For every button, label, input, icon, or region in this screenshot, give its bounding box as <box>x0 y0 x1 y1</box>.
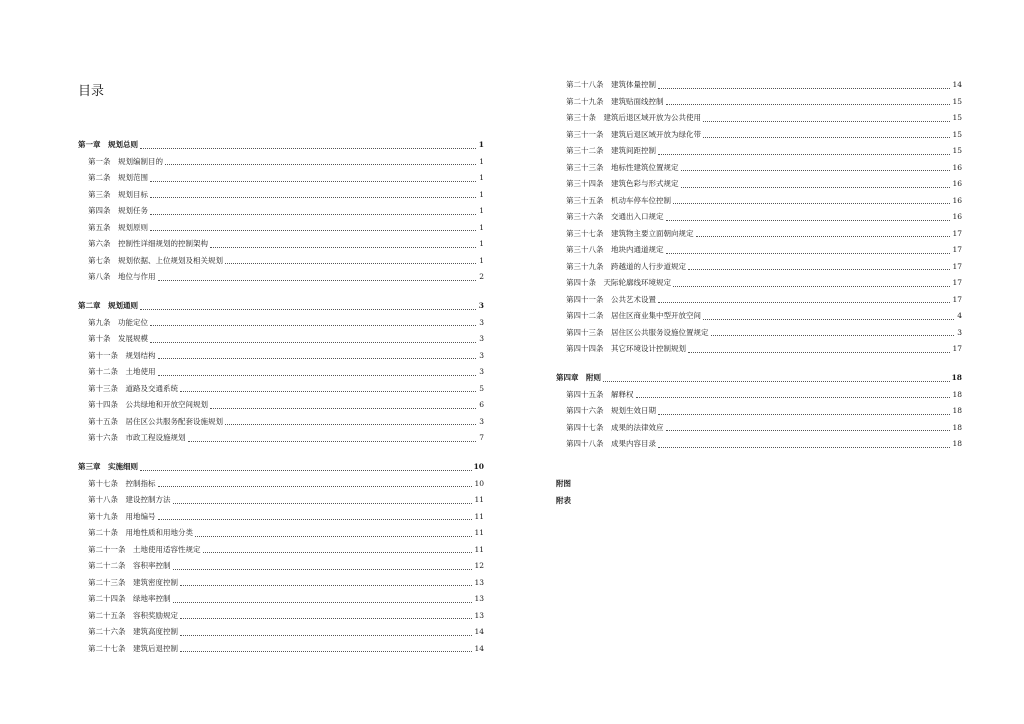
toc-entry-label: 第二十条 用地性质和用地分类 <box>88 528 193 537</box>
toc-entry-label: 第八条 地位与作用 <box>88 272 156 281</box>
toc-entry-label: 第四十四条 其它环境设计控制规划 <box>566 344 686 353</box>
toc-page-number: 17 <box>952 294 962 304</box>
toc-article-entry[interactable] <box>78 525 484 542</box>
toc-article-entry[interactable] <box>556 420 962 437</box>
section-gap <box>78 447 484 460</box>
dot-leader <box>225 424 476 425</box>
dot-leader <box>225 263 476 264</box>
toc-article-entry[interactable] <box>556 127 962 144</box>
dot-leader <box>140 470 472 471</box>
toc-article-entry[interactable] <box>556 436 962 453</box>
dot-leader <box>188 441 477 442</box>
dot-leader <box>673 286 950 287</box>
dot-leader <box>703 137 950 138</box>
section-gap <box>78 286 484 299</box>
toc-page-number: 14 <box>474 627 484 636</box>
toc-article-entry[interactable] <box>78 430 484 447</box>
toc-article-entry[interactable] <box>556 176 962 193</box>
toc-entry-label: 第三十三条 地标性建筑位置规定 <box>566 162 679 172</box>
toc-entry-label: 第七条 规划依据、上位规划及相关规划 <box>88 255 223 265</box>
toc-entry-label: 第三十一条 建筑后退区域开放为绿化带 <box>566 129 701 139</box>
toc-article-entry[interactable] <box>78 269 484 286</box>
toc-page-number: 18 <box>952 406 962 415</box>
toc-page-number: 10 <box>473 462 484 471</box>
toc-article-entry[interactable] <box>556 193 962 210</box>
dot-leader <box>711 335 955 336</box>
toc-entry-label: 第二十八条 建筑体量控制 <box>566 80 656 89</box>
toc-page-number: 17 <box>952 344 962 353</box>
toc-page-number: 10 <box>474 478 484 488</box>
toc-page-number: 17 <box>952 228 962 238</box>
dot-leader <box>673 203 950 204</box>
toc-page-number: 13 <box>474 610 484 620</box>
toc-entry-label: 第十九条 用地编号 <box>88 511 156 521</box>
dot-leader <box>173 602 473 603</box>
toc-page-number: 1 <box>479 156 484 166</box>
dot-leader <box>173 503 473 504</box>
dot-leader <box>140 309 476 310</box>
toc-article-entry[interactable] <box>78 154 484 171</box>
dot-leader <box>681 187 951 188</box>
dot-leader <box>658 88 950 89</box>
toc-page-number: 7 <box>479 433 484 442</box>
toc-page-number: 1 <box>478 140 484 149</box>
dot-leader <box>180 635 472 636</box>
dot-leader <box>203 552 473 553</box>
toc-article-entry[interactable] <box>78 542 484 559</box>
toc-article-entry[interactable] <box>556 341 962 358</box>
dot-leader <box>658 414 950 415</box>
toc-page-number: 18 <box>951 373 962 382</box>
dot-leader <box>658 302 950 303</box>
toc-page-number: 11 <box>474 511 484 521</box>
toc-page-number: 3 <box>479 334 484 343</box>
toc-article-entry[interactable] <box>556 209 962 226</box>
toc-entry-label: 第三十九条 跨越道的人行步道规定 <box>566 261 686 271</box>
toc-page-number: 15 <box>952 113 962 122</box>
toc-page-number: 14 <box>474 643 484 653</box>
toc-article-entry[interactable] <box>78 236 484 253</box>
toc-article-entry[interactable] <box>556 160 962 177</box>
toc-entry-label: 第十四条 公共绿地和开放空间规划 <box>88 400 208 409</box>
dot-leader <box>703 319 954 320</box>
toc-page-number: 17 <box>952 261 962 271</box>
toc-page-number: 18 <box>952 439 962 448</box>
dot-leader <box>150 325 476 326</box>
toc-page-number: 3 <box>479 367 484 376</box>
toc-chapter-entry[interactable] <box>78 298 484 315</box>
toc-article-entry[interactable] <box>556 325 962 342</box>
toc-entry-label: 第十条 发展规模 <box>88 334 148 343</box>
toc-entry-label: 第四十一条 公共艺术设置 <box>566 294 656 304</box>
dot-leader <box>140 148 476 149</box>
toc-right-column <box>556 77 962 453</box>
toc-article-entry[interactable] <box>78 575 484 592</box>
dot-leader <box>150 342 476 343</box>
toc-entry-label: 第三十七条 建筑物主要立面朝向规定 <box>566 228 694 238</box>
appendix-entry[interactable]: 附表 <box>556 495 571 505</box>
toc-entry-label: 第二条 规划范围 <box>88 173 148 182</box>
toc-article-entry[interactable] <box>78 558 484 575</box>
toc-entry-label: 第六条 控制性详细规划的控制架构 <box>88 239 208 248</box>
dot-leader <box>666 104 951 105</box>
toc-article-entry[interactable] <box>556 292 962 309</box>
toc-chapter-entry[interactable] <box>78 459 484 476</box>
toc-article-entry[interactable] <box>78 253 484 270</box>
appendix-entry[interactable]: 附图 <box>556 479 571 488</box>
toc-entry-label: 第十六条 市政工程设施规划 <box>88 433 186 442</box>
page-title: 目录 <box>78 84 105 99</box>
toc-page-number: 3 <box>479 317 484 327</box>
toc-page-number: 1 <box>479 173 484 182</box>
toc-article-entry[interactable] <box>78 509 484 526</box>
toc-entry-label: 第三十二条 建筑间距控制 <box>566 146 656 155</box>
dot-leader <box>703 121 950 122</box>
toc-article-entry[interactable] <box>78 315 484 332</box>
dot-leader <box>158 280 477 281</box>
dot-leader <box>681 170 951 171</box>
toc-entry-label: 第十五条 居住区公共服务配套设施规划 <box>88 416 223 426</box>
toc-page-number: 1 <box>479 239 484 248</box>
toc-entry-label: 第二十三条 建筑密度控制 <box>88 577 178 587</box>
dot-leader <box>195 536 472 537</box>
toc-entry-label: 第四条 规划任务 <box>88 206 148 215</box>
toc-article-entry[interactable] <box>78 591 484 608</box>
dot-leader <box>150 214 476 215</box>
toc-entry-label: 第三十六条 交通出入口规定 <box>566 212 664 221</box>
toc-entry-label: 第三十条 建筑后退区域开放为公共使用 <box>566 113 701 122</box>
dot-leader <box>603 381 950 382</box>
toc-entry-label: 第四十三条 居住区公共服务设施位置规定 <box>566 327 709 337</box>
toc-article-entry[interactable] <box>78 624 484 641</box>
toc-page-number: 3 <box>479 416 484 426</box>
toc-entry-label: 第二十二条 容积率控制 <box>88 561 171 570</box>
toc-article-entry[interactable] <box>78 414 484 431</box>
toc-left-column <box>78 137 484 657</box>
toc-page-number: 1 <box>479 255 484 265</box>
toc-entry-label: 第三章 实施细则 <box>78 462 138 471</box>
toc-page-number: 14 <box>952 80 962 89</box>
dot-leader <box>180 618 472 619</box>
toc-entry-label: 第十二条 土地使用 <box>88 367 156 376</box>
toc-entry-label: 第十三条 道路及交通系统 <box>88 383 178 393</box>
toc-page-number: 12 <box>474 561 484 570</box>
toc-article-entry[interactable] <box>78 187 484 204</box>
dot-leader <box>180 585 472 586</box>
dot-leader <box>658 447 950 448</box>
toc-entry-label: 第十一条 规划结构 <box>88 350 156 360</box>
toc-article-entry[interactable] <box>78 608 484 625</box>
toc-article-entry[interactable] <box>78 397 484 414</box>
toc-page-number: 18 <box>952 422 962 432</box>
dot-leader <box>173 569 473 570</box>
toc-entry-label: 第二章 规划通则 <box>78 301 138 310</box>
dot-leader <box>210 408 476 409</box>
toc-chapter-entry[interactable] <box>78 137 484 154</box>
toc-page-number: 17 <box>952 278 962 287</box>
dot-leader <box>688 352 950 353</box>
toc-entry-label: 第三十四条 建筑色彩与形式规定 <box>566 179 679 188</box>
toc-entry-label: 第三十八条 地块内通道规定 <box>566 245 664 254</box>
dot-leader <box>150 230 476 231</box>
toc-entry-label: 第一条 规划编制目的 <box>88 156 163 166</box>
toc-entry-label: 第三十五条 机动车停车位控制 <box>566 195 671 205</box>
toc-article-entry[interactable] <box>78 220 484 237</box>
dot-leader <box>658 154 950 155</box>
toc-article-entry[interactable] <box>78 364 484 381</box>
toc-entry-label: 第四章 附则 <box>556 373 601 382</box>
toc-page-number: 1 <box>479 189 484 199</box>
toc-entry-label: 第十八条 建设控制方法 <box>88 495 171 504</box>
toc-page-number: 15 <box>952 129 962 139</box>
toc-page-number: 18 <box>952 389 962 399</box>
toc-article-entry[interactable] <box>556 226 962 243</box>
dot-leader <box>210 247 476 248</box>
toc-entry-label: 第二十四条 绿地率控制 <box>88 594 171 603</box>
toc-chapter-entry[interactable] <box>556 370 962 387</box>
toc-page-number: 16 <box>952 212 962 221</box>
dot-leader <box>666 253 951 254</box>
toc-article-entry[interactable] <box>78 203 484 220</box>
toc-entry-label: 第四十七条 成果的法律效应 <box>566 422 664 432</box>
toc-article-entry[interactable] <box>556 387 962 404</box>
toc-page-number: 3 <box>479 350 484 360</box>
toc-page-number: 11 <box>474 528 484 537</box>
toc-article-entry[interactable] <box>556 275 962 292</box>
toc-page-number: 13 <box>474 577 484 587</box>
toc-page-number: 1 <box>479 222 484 232</box>
toc-article-entry[interactable] <box>78 348 484 365</box>
dot-leader <box>150 197 476 198</box>
toc-entry-label: 第四十二条 居住区商业集中型开放空间 <box>566 311 701 320</box>
toc-page-number: 17 <box>952 245 962 254</box>
toc-page-number: 15 <box>952 96 962 106</box>
dot-leader <box>666 220 951 221</box>
toc-article-entry[interactable] <box>78 381 484 398</box>
toc-entry-label: 第二十九条 建筑贴面线控制 <box>566 96 664 106</box>
appendix-list <box>556 476 571 509</box>
toc-entry-label: 第四十五条 解释权 <box>566 389 634 399</box>
toc-entry-label: 第二十七条 建筑后退控制 <box>88 643 178 653</box>
toc-article-entry[interactable] <box>78 170 484 187</box>
toc-page-number: 6 <box>479 400 484 409</box>
toc-article-entry[interactable] <box>556 403 962 420</box>
toc-page-number: 16 <box>952 162 962 172</box>
toc-entry-label: 第三条 规划目标 <box>88 189 148 199</box>
dot-leader <box>180 391 476 392</box>
dot-leader <box>158 358 477 359</box>
toc-entry-label: 第四十八条 成果内容目录 <box>566 439 656 448</box>
dot-leader <box>636 397 951 398</box>
dot-leader <box>180 651 472 652</box>
toc-article-entry[interactable] <box>78 641 484 658</box>
dot-leader <box>666 430 951 431</box>
toc-page-number: 5 <box>479 383 484 393</box>
toc-entry-label: 第一章 规划总则 <box>78 140 138 149</box>
toc-article-entry[interactable] <box>556 259 962 276</box>
toc-article-entry[interactable] <box>556 242 962 259</box>
toc-article-entry[interactable] <box>78 331 484 348</box>
toc-article-entry[interactable] <box>556 308 962 325</box>
dot-leader <box>158 519 473 520</box>
toc-entry-label: 第二十六条 建筑高度控制 <box>88 627 178 636</box>
toc-page-number: 13 <box>474 594 484 603</box>
toc-article-entry[interactable] <box>556 110 962 127</box>
toc-entry-label: 第四十条 天际轮廓线环境规定 <box>566 278 671 287</box>
toc-page-number: 11 <box>474 495 484 504</box>
toc-entry-label: 第四十六条 规划生效日期 <box>566 406 656 415</box>
toc-page-number: 16 <box>952 179 962 188</box>
toc-page-number: 16 <box>952 195 962 205</box>
toc-article-entry[interactable] <box>556 143 962 160</box>
toc-entry-label: 第五条 规划原则 <box>88 222 148 232</box>
toc-article-entry[interactable] <box>78 476 484 493</box>
toc-page-number: 3 <box>957 327 962 337</box>
toc-entry-label: 第二十五条 容积奖励规定 <box>88 610 178 620</box>
toc-page-number: 3 <box>478 301 484 310</box>
toc-entry-label: 第二十一条 土地使用适容性规定 <box>88 544 201 554</box>
toc-page-number: 15 <box>952 146 962 155</box>
toc-article-entry[interactable] <box>556 77 962 94</box>
toc-entry-label: 第九条 功能定位 <box>88 317 148 327</box>
section-gap <box>556 358 962 371</box>
toc-page-number: 11 <box>474 544 484 554</box>
toc-article-entry[interactable] <box>556 94 962 111</box>
dot-leader <box>158 486 473 487</box>
toc-page-number: 4 <box>957 311 962 320</box>
toc-page-number: 2 <box>479 272 484 281</box>
toc-article-entry[interactable] <box>78 492 484 509</box>
dot-leader <box>158 375 477 376</box>
dot-leader <box>696 236 951 237</box>
dot-leader <box>150 181 476 182</box>
toc-page-number: 1 <box>479 206 484 215</box>
dot-leader <box>165 164 476 165</box>
toc-entry-label: 第十七条 控制指标 <box>88 478 156 488</box>
dot-leader <box>688 269 950 270</box>
